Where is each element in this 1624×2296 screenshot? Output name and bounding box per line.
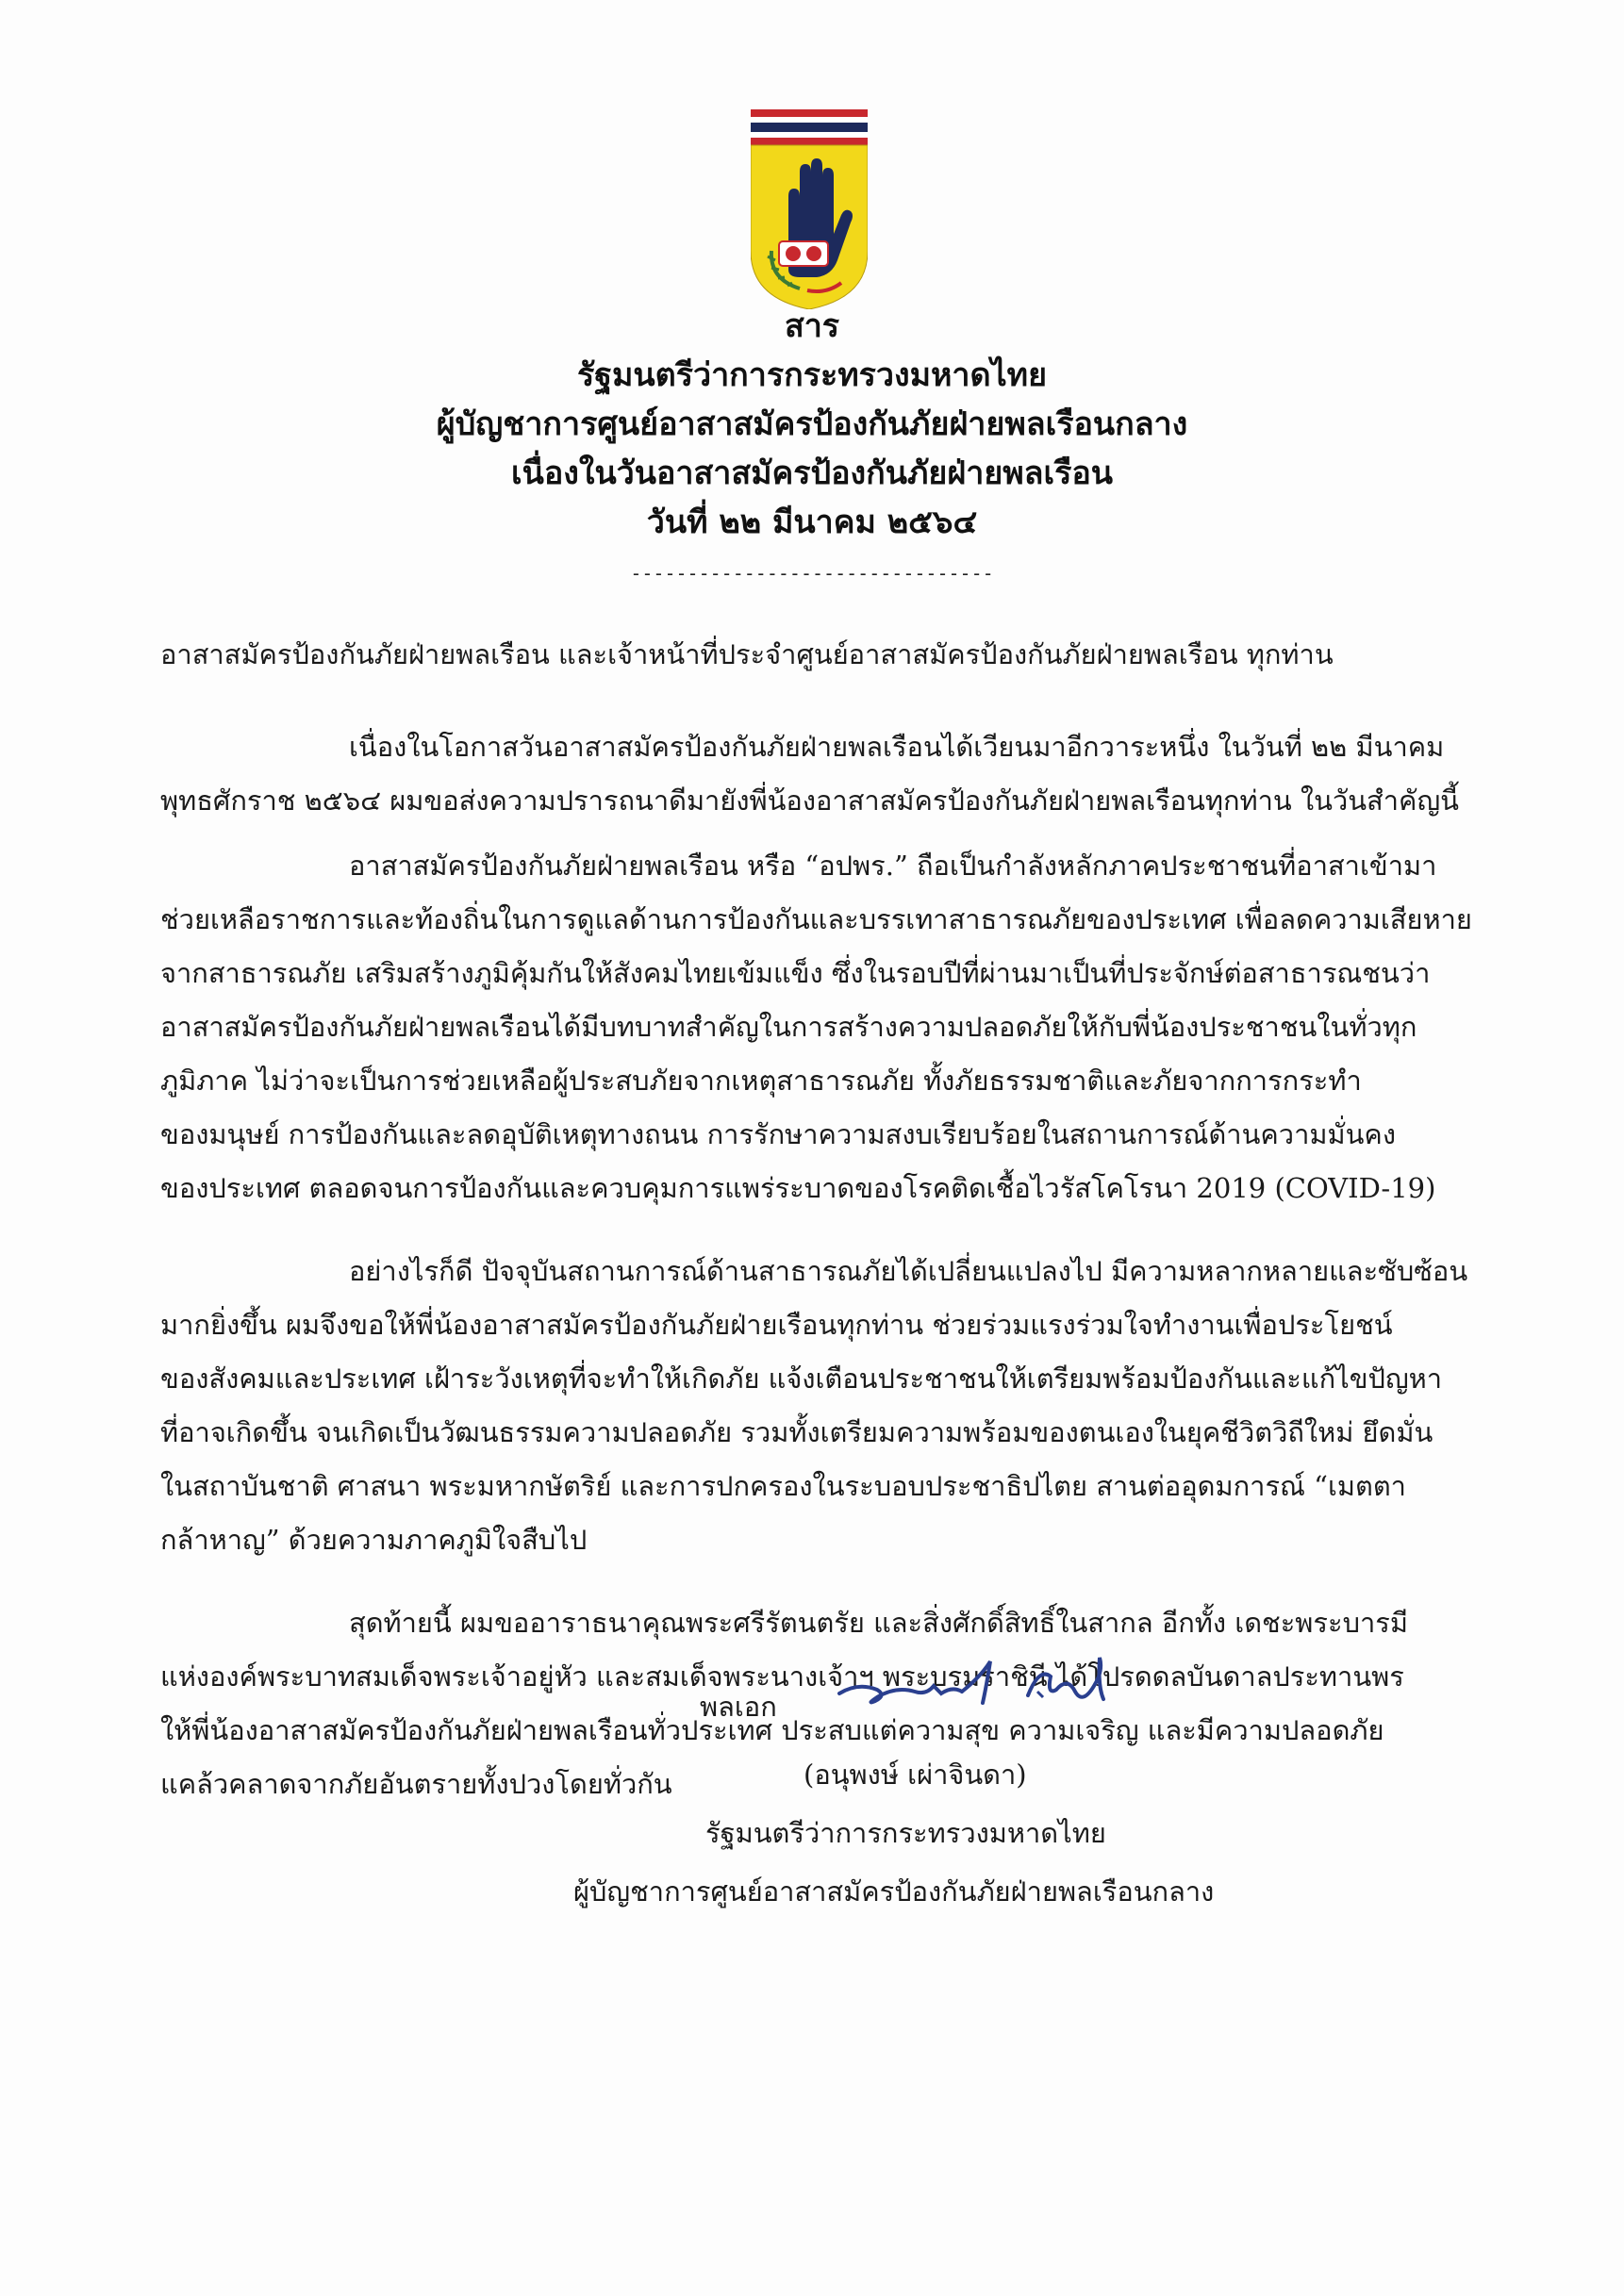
signatory-name: (อนุพงษ์ เผ่าจินดา) — [804, 1759, 1027, 1791]
paragraph-3 — [160, 1245, 1471, 1567]
paragraph-line: สุดท้ายนี้ ผมขออาราธนาคุณพระศรีรัตนตรัย และสิ่งศักดิ์สิทธิ์ในสากล อีกทั้ง เดชะพระบารมี — [349, 1607, 1408, 1639]
paragraph-line: ภูมิภาค ไม่ว่าจะเป็นการช่วยเหลือผู้ประสบภัยจากเหตุสาธารณภัย ทั้งภัยธรรมชาติและภัยจากการกระทำ — [160, 1065, 1362, 1097]
paragraph-1 — [160, 720, 1471, 828]
document-heading — [0, 302, 1624, 547]
salutation: อาสาสมัครป้องกันภัยฝ่ายพลเรือน และเจ้าหน้าที่ประจำศูนย์อาสาสมัครป้องกันภัยฝ่ายพลเรือน ทุกท่าน — [160, 638, 1334, 670]
paragraph-line: ของมนุษย์ การป้องกันและลดอุบัติเหตุทางถนน การรักษาความสงบเรียบร้อยในสถานการณ์ด้านความมั่นคง — [160, 1118, 1396, 1150]
paragraph-line: ของสังคมและประเทศ เฝ้าระวังเหตุที่จะทำให้เกิดภัย แจ้งเตือนประชาชนให้เตรียมพร้อมป้องกันและแก้ไขปัญหา — [160, 1363, 1443, 1395]
handwritten-signature — [820, 1648, 1132, 1724]
paragraph-line: อย่างไรก็ดี ปัจจุบันสถานการณ์ด้านสาธารณภัยได้เปลี่ยนแปลงไป มีความหลากหลายและซับซ้อน — [349, 1255, 1468, 1287]
signatory-rank: พลเอก — [700, 1691, 777, 1723]
paragraph-line: แคล้วคลาดจากภัยอันตรายทั้งปวงโดยทั่วกัน — [160, 1768, 672, 1800]
paragraph-line: ในสถาบันชาติ ศาสนา พระมหากษัตริย์ และการปกครองในระบอบประชาธิปไตย สานต่ออุดมการณ์ “เมตตา — [160, 1470, 1406, 1502]
salutation-block — [160, 628, 1471, 682]
separator-line: -------------------------------- — [630, 562, 994, 585]
paragraph-2 — [160, 839, 1471, 1215]
paragraph-line: แห่งองค์พระบาทสมเด็จพระเจ้าอยู่หัว และสมเด็จพระนางเจ้าฯ พระบรมราชินี ได้โปรดดลบันดาลประทานพร — [160, 1660, 1404, 1693]
paragraph-line: มากยิ่งขึ้น ผมจึงขอให้พี่น้องอาสาสมัครป้องกันภัยฝ่ายเรือนทุกท่าน ช่วยร่วมแรงร่วมใจทำงานเพื่อประโยชน์ — [160, 1309, 1393, 1341]
paragraph-line: อาสาสมัครป้องกันภัยฝ่ายพลเรือนได้มีบทบาทสำคัญในการสร้างความปลอดภัยให้กับพี่น้องประชาชนในทั่วทุก — [160, 1011, 1417, 1043]
paragraph-line: ช่วยเหลือราชการและท้องถิ่นในการดูแลด้านการป้องกันและบรรเทาสาธารณภัยของประเทศ เพื่อลดความเสียหาย — [160, 903, 1472, 935]
paragraph-line: ของประเทศ ตลอดจนการป้องกันและควบคุมการแพร่ระบาดของโรคติดเชื้อไวรัสโคโรนา 2019 (COVID-19) — [160, 1172, 1436, 1204]
paragraph-line: พุทธศักราช ๒๕๖๔ ผมขอส่งความปรารถนาดีมายังพี่น้องอาสาสมัครป้องกันภัยฝ่ายพลเรือนทุกท่าน ในวันสำคัญนี้ — [160, 785, 1459, 817]
signatory-position-1: รัฐมนตรีว่าการกระทรวงมหาดไทย — [705, 1817, 1106, 1849]
paragraph-line: ให้พี่น้องอาสาสมัครป้องกันภัยฝ่ายพลเรือนทั่วประเทศ ประสบแต่ความสุข ความเจริญ และมีความปลอดภัย — [160, 1714, 1384, 1746]
paragraph-line: เนื่องในโอกาสวันอาสาสมัครป้องกันภัยฝ่ายพลเรือนได้เวียนมาอีกวาระหนึ่ง ในวันที่ ๒๒ มีนาคม — [349, 731, 1445, 763]
heading-minister-title: รัฐมนตรีว่าการกระทรวงมหาดไทย — [576, 356, 1048, 394]
heading-commander-title: ผู้บัญชาการศูนย์อาสาสมัครป้องกันภัยฝ่ายพลเรือนกลาง — [436, 405, 1188, 443]
heading-occasion: เนื่องในวันอาสาสมัครป้องกันภัยฝ่ายพลเรือน — [510, 454, 1114, 492]
paragraph-line: กล้าหาญ” ด้วยความภาคภูมิใจสืบไป — [160, 1524, 588, 1556]
signatory-position-2: ผู้บัญชาการศูนย์อาสาสมัครป้องกันภัยฝ่ายพลเรือนกลาง — [573, 1875, 1215, 1908]
paragraph-line: จากสาธารณภัย เสริมสร้างภูมิคุ้มกันให้สังคมไทยเข้มแข็ง ซึ่งในรอบปีที่ผ่านมาเป็นที่ประจักษ์ต่อสาธารณชนว่า — [160, 957, 1431, 989]
paragraph-line: ที่อาจเกิดขึ้น จนเกิดเป็นวัฒนธรรมความปลอดภัย รวมทั้งเตรียมความพร้อมของตนเองในยุคชีวิตวิถีใหม่ ยึดมั่น — [160, 1416, 1433, 1448]
civil-defense-emblem — [751, 109, 868, 309]
heading-title: สาร — [784, 307, 840, 345]
paragraph-line: อาสาสมัครป้องกันภัยฝ่ายพลเรือน หรือ “อปพร.” ถือเป็นกำลังหลักภาคประชาชนที่อาสาเข้ามา — [349, 850, 1437, 882]
heading-date: วันที่ ๒๒ มีนาคม ๒๕๖๔ — [646, 504, 978, 541]
